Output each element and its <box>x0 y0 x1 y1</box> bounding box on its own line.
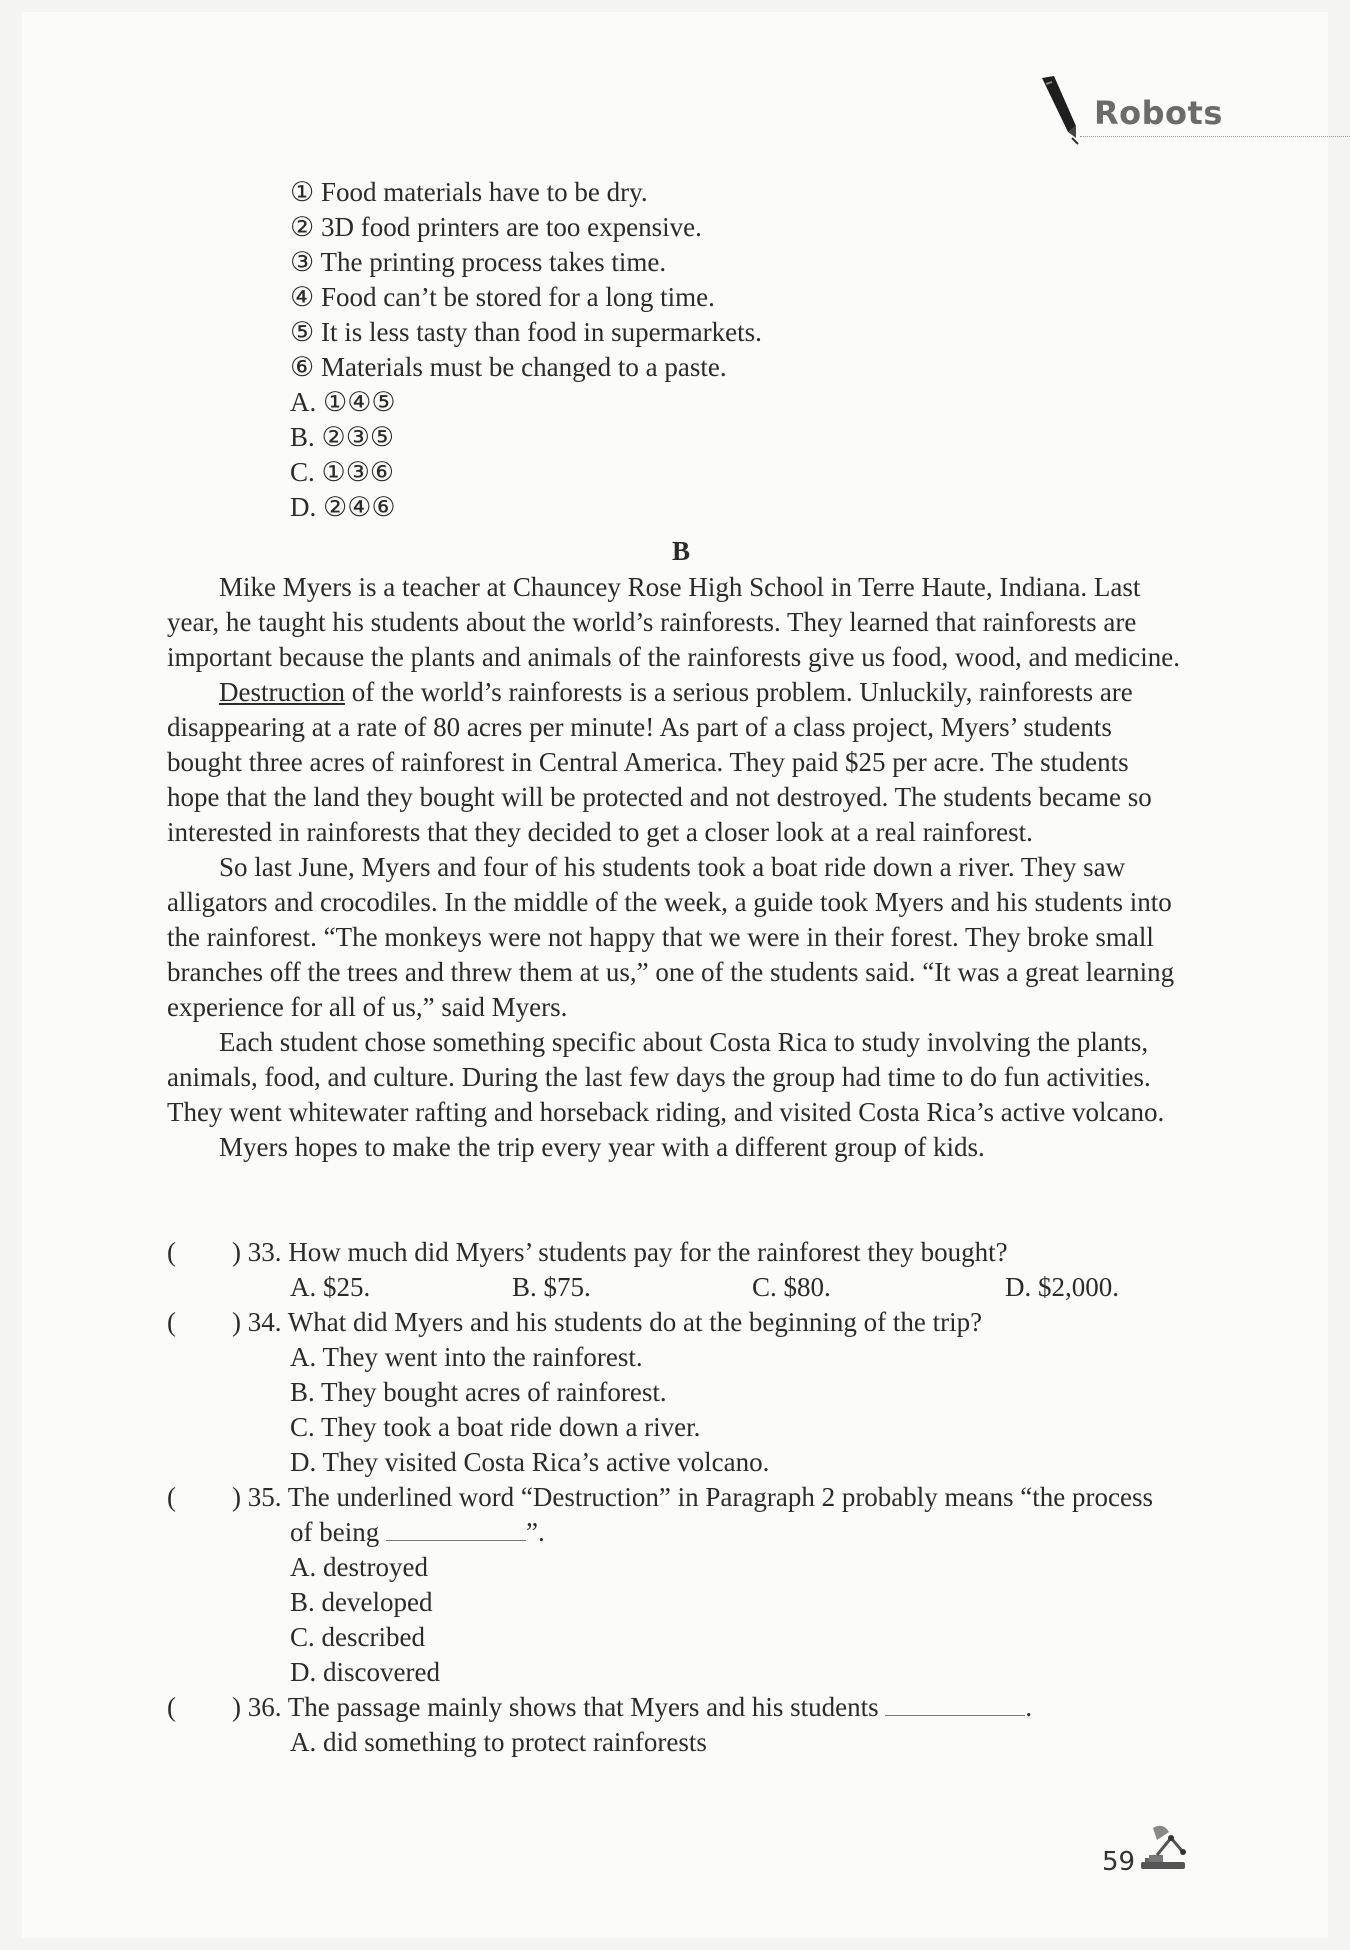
unit-title: Robots <box>1094 94 1223 132</box>
answer-blank[interactable] <box>386 1518 526 1541</box>
paragraph-4: Each student chose something specific about Costa Rica to study involving the plants, animals, food, and culture. During the last few days the group had time to do fun activities. They went whitewater rafting and horseback riding, and visited Costa Rica’s active volcano. <box>167 1027 1165 1127</box>
answer-paren[interactable]: ( <box>167 1482 176 1512</box>
section-label: B <box>672 536 691 566</box>
question-34 <box>167 1305 982 1340</box>
choice-b: B. ②③⑤ <box>290 422 395 452</box>
q36-choice-a: A. did something to protect rainforests <box>290 1727 707 1757</box>
stem-text: . <box>1025 1692 1033 1722</box>
workbook-page <box>22 12 1328 1938</box>
robot-lamp-icon <box>1137 1822 1193 1872</box>
q34-choice-c: C. They took a boat ride down a river. <box>290 1412 701 1442</box>
q33-choice-d: D. $2,000. <box>1005 1272 1119 1302</box>
question-stem: ) 35. The underlined word “Destruction” in Paragraph 2 probably means “the process <box>232 1482 1153 1512</box>
statement-6: ⑥ Materials must be changed to a paste. <box>290 352 727 382</box>
page-header <box>1032 74 1350 144</box>
stem-text: of being <box>290 1517 380 1547</box>
paragraph-1: Mike Myers is a teacher at Chauncey Rose High School in Terre Haute, Indiana. Last year, he taught his students about the world’s rainforests. They learned that rainforests are important because the plants and animals of the rainforests give us food, wood, and medicine. <box>167 572 1180 672</box>
q35-choice-a: A. destroyed <box>290 1552 428 1582</box>
paragraph-5: Myers hopes to make the trip every year with a different group of kids. <box>219 1132 985 1162</box>
q35-choice-d: D. discovered <box>290 1657 440 1687</box>
stem-text: ”. <box>525 1517 545 1547</box>
question-stem: ) 34. What did Myers and his students do at the beginning of the trip? <box>232 1307 983 1337</box>
q35-choice-b: B. developed <box>290 1587 433 1617</box>
q34-choice-a: A. They went into the rainforest. <box>290 1342 643 1372</box>
question-stem: ) 33. How much did Myers’ students pay for the rainforest they bought? <box>232 1237 1008 1267</box>
question-33 <box>167 1235 1008 1270</box>
answer-paren[interactable]: ( <box>167 1692 176 1722</box>
question-35 <box>167 1480 1153 1515</box>
answer-paren[interactable]: ( <box>167 1237 176 1267</box>
paragraph-2-text: of the world’s rainforests is a serious problem. Unluckily, rainforests are disappearing at a rate of 80 acres per minute! As part of a class project, Myers’ students bought three acres of rainforest in Central America. They paid $25 per acre. The students hope that the land they bought will be protected and not destroyed. The students became so interested in rainforests that they decided to get a closer look at a real rainforest. <box>167 677 1152 847</box>
choice-c: C. ①③⑥ <box>290 457 395 487</box>
question-35-continued <box>290 1515 545 1550</box>
statement-2: ② 3D food printers are too expensive. <box>290 212 702 242</box>
paragraph-2 <box>167 675 1187 850</box>
q33-choice-c: C. $80. <box>752 1272 831 1302</box>
question-stem: ) 36. The passage mainly shows that Myers and his students <box>232 1692 879 1722</box>
page-number: 59 <box>1102 1847 1136 1877</box>
question-36 <box>167 1690 1032 1725</box>
q33-choice-a: A. $25. <box>290 1272 371 1302</box>
statement-3: ③ The printing process takes time. <box>290 247 667 277</box>
statement-5: ⑤ It is less tasty than food in supermarkets. <box>290 317 762 347</box>
header-divider <box>1080 136 1350 137</box>
underlined-word: Destruction <box>219 677 345 707</box>
q35-choice-c: C. described <box>290 1622 425 1652</box>
paragraph-3: So last June, Myers and four of his students took a boat ride down a river. They saw alligators and crocodiles. In the middle of the week, a guide took Myers and his students into the rainforest. “The monkeys were not happy that we were in their forest. They broke small branches off the trees and threw them at us,” one of the students said. “It was a great learning experience for all of us,” said Myers. <box>167 852 1175 1022</box>
choice-d: D. ②④⑥ <box>290 492 396 522</box>
answer-blank[interactable] <box>885 1693 1025 1716</box>
answer-paren[interactable]: ( <box>167 1307 176 1337</box>
q33-choice-b: B. $75. <box>512 1272 591 1302</box>
statement-1: ① Food materials have to be dry. <box>290 177 648 207</box>
statement-4: ④ Food can’t be stored for a long time. <box>290 282 715 312</box>
passage <box>167 570 1187 1165</box>
choice-a: A. ①④⑤ <box>290 387 396 417</box>
q34-choice-d: D. They visited Costa Rica’s active volcano. <box>290 1447 770 1477</box>
q34-choice-b: B. They bought acres of rainforest. <box>290 1377 667 1407</box>
